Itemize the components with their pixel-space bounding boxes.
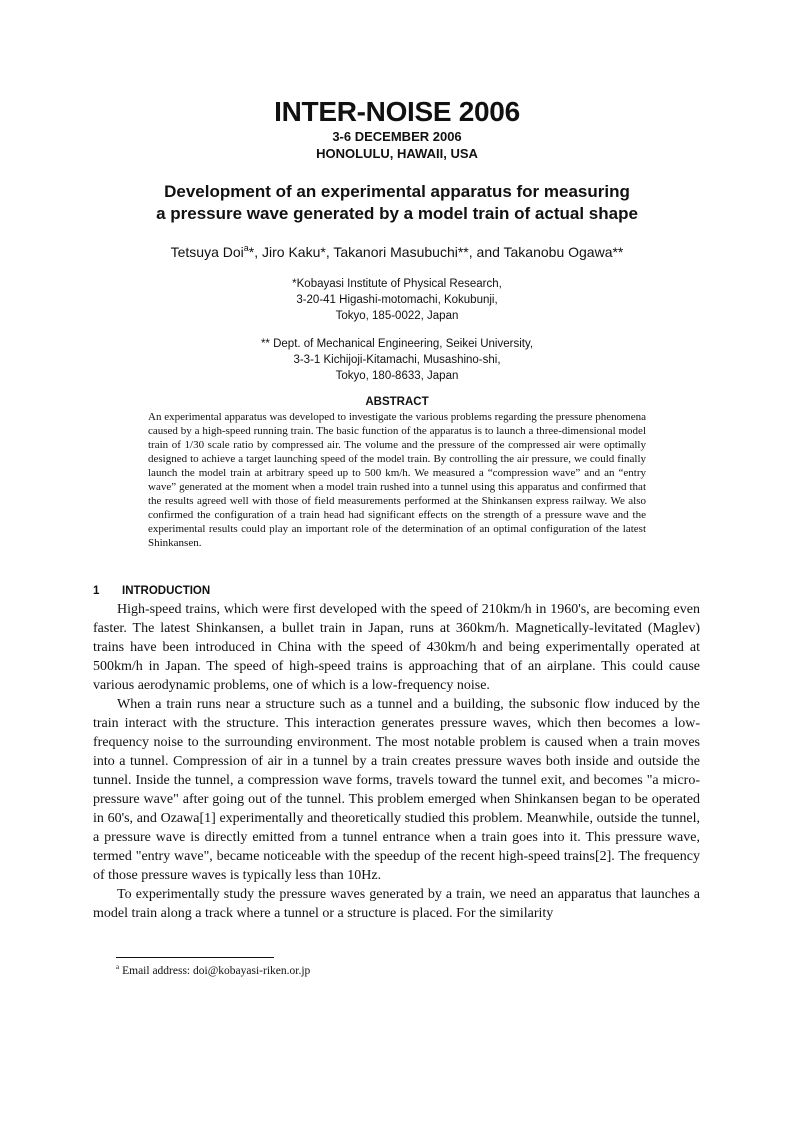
footnote-email: Email address: doi@kobayasi-riken.or.jp	[122, 965, 311, 977]
intro-paragraph-3: To experimentally study the pressure waves generated by a train, we need an apparatus that launches a model train along a track where a tunnel or a structure is placed. For the similarity	[93, 887, 700, 921]
paper-title	[100, 181, 694, 225]
abstract-text: An experimental apparatus was developed to investigate the various problems regarding the pressure phenomena caused by a high-speed running train. The basic function of the apparatus is to launch a three-dimensional model train of 1/30 scale ratio by compressed air. The volume and the pressure of the compressed air were optimally designed to achieve a target launching speed of the model train. By controlling the air pressure, we could finally launch the model train at arbitrary speed up to 500 km/h. We measured a “compression wave” and an “entry wave” generated at the moment when a model train rushed into a tunnel using this apparatus and confirmed that the results agreed well with those of field measurements performed at the Shinkansen express railway. We also confirmed the configuration of a train head had significant effects on the strength of a pressure wave and the experimental results could play an important role of the determination of an optimal configuration of the latest Shinkansen.	[148, 411, 646, 549]
first-author-footnote-mark: a	[243, 243, 249, 253]
introduction-body	[93, 600, 700, 923]
other-authors: *, Jiro Kaku*, Takanori Masubuchi**, and Takanobu Ogawa**	[248, 244, 624, 260]
first-author: Tetsuya Doi	[170, 244, 244, 260]
affiliation-2-line-3: Tokyo, 180-8633, Japan	[335, 370, 459, 382]
section-title: INTRODUCTION	[122, 585, 211, 597]
affiliation-2	[0, 336, 794, 384]
footnote-mark: a	[116, 963, 120, 971]
paper-title-line-1: Development of an experimental apparatus for measuring	[164, 182, 630, 201]
intro-paragraph-2: When a train runs near a structure such as a tunnel and a building, the subsonic flow induced by the train interact with the structure. This interaction generates pressure waves, which then becomes a low-frequency noise to the surrounding environment. The most notable problem is caused when a train moves into a tunnel. Compression of air in a tunnel by a train creates pressure waves both inside and outside the tunnel. Inside the tunnel, a compression wave forms, travels toward the tunnel exit, and becomes "a micro-pressure wave" after going out of the tunnel. This problem emerged when Shinkansen began to be operated in 60's, and Ozawa[1] experimentally and theoretically studied this problem. Meanwhile, outside the tunnel, a pressure wave is directly emitted from a tunnel entrance when a train goes into it. This pressure wave, termed "entry wave", became noticeable with the speedup of the recent high-speed trains[2]. The frequency of those pressure waves is typically less than 10Hz.	[93, 697, 700, 883]
intro-paragraph-1: High-speed trains, which were first developed with the speed of 210km/h in 1960's, are becoming even faster. The latest Shinkansen, a bullet train in Japan, runs at 360km/h. Magnetically-levitated (Maglev) trains have been introduced in China with the speed of 430km/h and being experimentally operated at 500km/h in Japan. The speed of high-speed trains is approaching that of an airplane. This could cause various aerodynamic problems, one of which is a low-frequency noise.	[93, 602, 700, 693]
paper-title-line-2: a pressure wave generated by a model train of actual shape	[156, 204, 638, 223]
affiliation-2-line-2: 3-3-1 Kichijoji-Kitamachi, Musashino-shi,	[293, 354, 501, 366]
affiliation-1-line-3: Tokyo, 185-0022, Japan	[335, 310, 459, 322]
section-heading-introduction	[93, 585, 210, 597]
conference-dates: 3-6 DECEMBER 2006	[332, 129, 462, 144]
affiliation-1-line-2: 3-20-41 Higashi-motomachi, Kokubunji,	[296, 294, 498, 306]
affiliation-2-line-1: ** Dept. of Mechanical Engineering, Seikei University,	[260, 338, 534, 350]
abstract-heading: ABSTRACT	[365, 396, 429, 408]
footnote-divider	[116, 957, 274, 958]
section-number: 1	[93, 585, 100, 597]
footnote	[116, 965, 310, 977]
affiliation-1	[0, 276, 794, 324]
affiliation-1-line-1: *Kobayasi Institute of Physical Research,	[292, 278, 502, 290]
conference-location: HONOLULU, HAWAII, USA	[316, 146, 478, 161]
author-list	[0, 244, 794, 260]
conference-title: INTER-NOISE 2006	[274, 96, 520, 127]
